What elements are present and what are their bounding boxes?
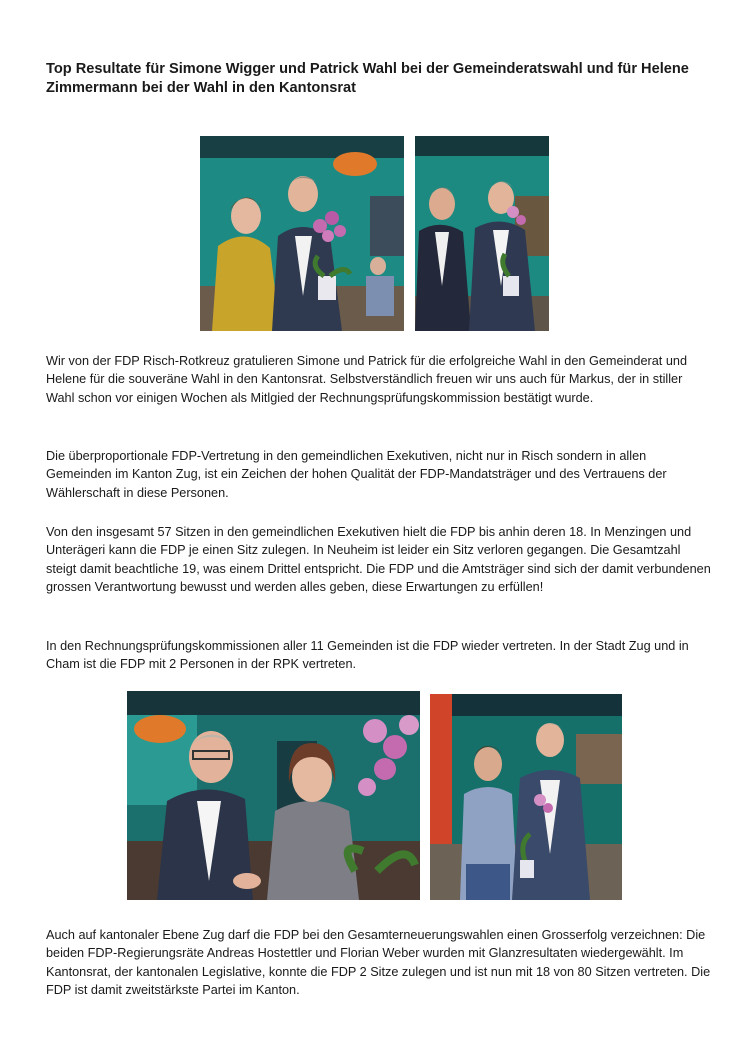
paragraph-cantonal: Auch auf kantonaler Ebene Zug darf die FDP bei den Gesamterneuerungswahlen einen Grosserfolg verzeichnen: Die beiden FDP-Regierungsräte Andreas Hostettler und Florian Weber wurden mit Glanzresultaten wiedergewählt. Im Kantonsrat, der kantonalen Legislative, konnte die FDP 2 Sitze zulegen und ist nun mit 18 von 80 Sitzen vertreten. Die FDP ist damit zweitstärkste Partei im Kanton. (46, 928, 711, 997)
photo-simone-patrick (200, 136, 404, 331)
paragraph-seats: Von den insgesamt 57 Sitzen in den gemeindlichen Exekutiven hielt die FDP bis anhin deren 18. In Menzingen und Unterägeri kann die FDP je einen Sitz zulegen. In Neuheim ist leider ein Sitz verloren gegangen. Die Gesamtzahl steigt damit beachtliche 19, was einem Drittel entspricht. Die FDP und die Amtsträger sind sich der damit verbundenen grossen Verantwortung bewusst und werden alles geben, diese Erwartungen zu erfüllen! (46, 525, 711, 594)
paragraph-rpk: In den Rechnungsprüfungskommissionen aller 11 Gemeinden ist die FDP wieder vertreten. In der Stadt Zug und in Cham ist die FDP mit 2 Personen in der RPK vertreten. (46, 639, 689, 672)
article-title: Top Resultate für Simone Wigger und Patrick Wahl bei der Gemeinderatswahl und für Helene Zimmermann bei der Wahl in den Kantonsrat (46, 61, 689, 96)
photo-patrick-handshake (415, 136, 549, 331)
paragraph-congratulations: Wir von der FDP Risch-Rotkreuz gratulieren Simone und Patrick für die erfolgreiche Wahl in den Gemeinderat und Helene für die souveräne Wahl in den Kantonsrat. Selbstverständlich freuen wir uns auch für Markus, der in stiller Wahl schon vor einigen Wochen als Mitlgied der Rechnungsprüfungskommission bestätigt wurde. (46, 354, 688, 405)
photo-patrick-handshake-2 (430, 694, 622, 900)
photo-patrick-helene (127, 691, 420, 900)
paragraph-representation: Die überproportionale FDP-Vertretung in den gemeindlichen Exekutiven, nicht nur in Risch sondern in allen Gemeinden im Kanton Zug, ist ein Zeichen der hohen Qualität der FDP-Mandatsträger und des Vertrauens der Wählerschaft in diese Personen. (46, 449, 667, 500)
